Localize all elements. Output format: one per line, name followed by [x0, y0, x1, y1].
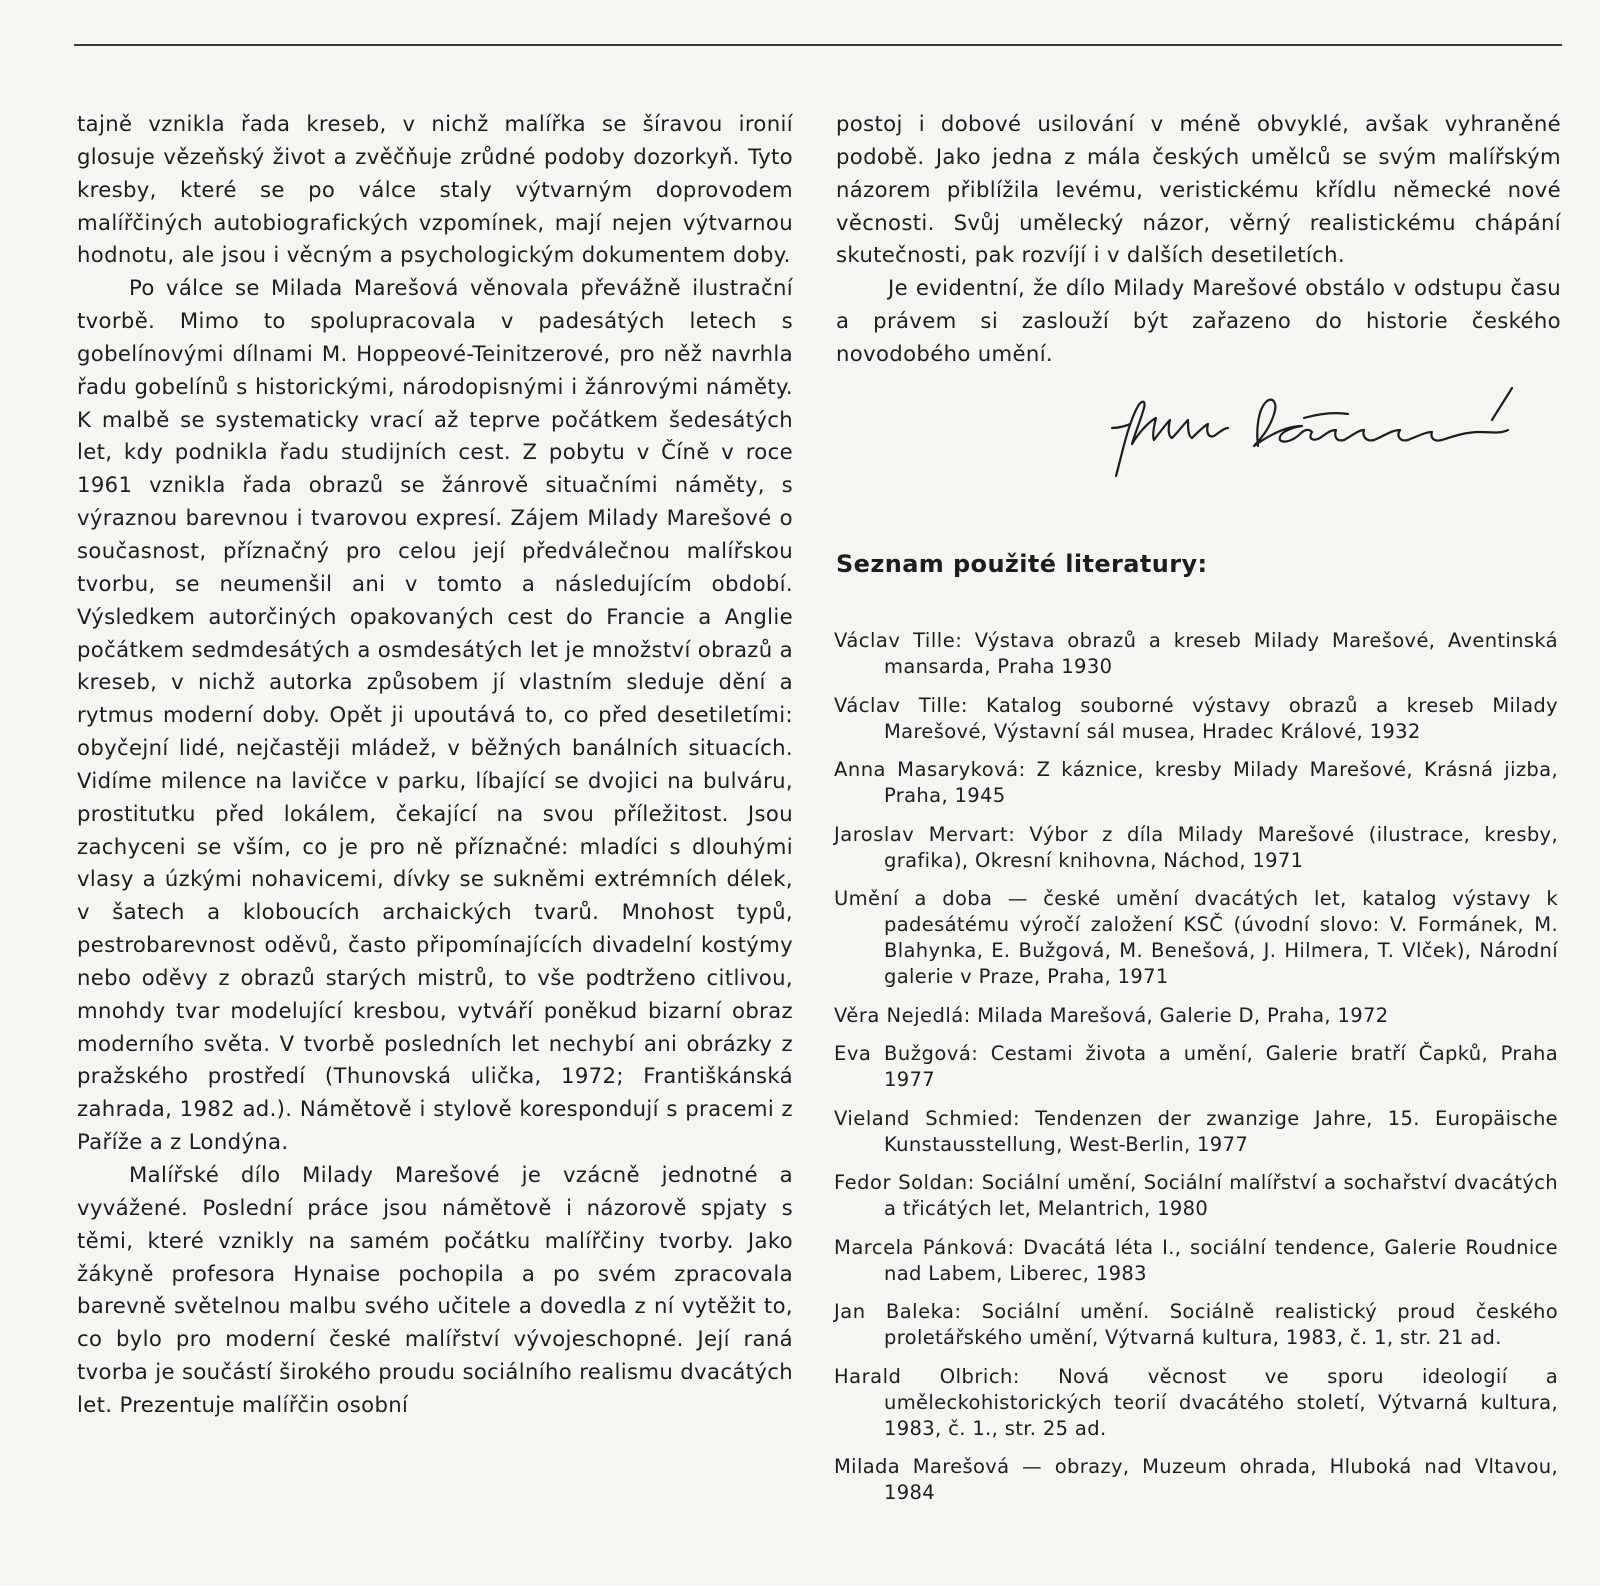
list-item: Jaroslav Mervart: Výbor z díla Milady Marešové (ilustrace, kresby, grafika), Okresní knihovna, Náchod, 1971	[834, 822, 1558, 872]
list-item: Václav Tille: Výstava obrazů a kreseb Milady Marešové, Aventinská mansarda, Praha 1930	[834, 629, 1558, 678]
ref-author: Jaroslav Mervart	[834, 822, 1009, 846]
list-item: Eva Bužgová: Cestami života a umění, Galerie bratří Čapků, Praha 1977	[834, 1042, 1559, 1091]
ref-text: Katalog souborné výstavy obrazů a kreseb Milady Marešové, Výstavní sál musea, Hradec Králové, 1932	[884, 693, 1558, 743]
list-item: Marcela Pánková: Dvacátá léta I., sociální tendence, Galerie Roudnice nad Labem, Liberec, 1983	[834, 1235, 1559, 1285]
ref-text: Z káznice, kresby Milady Marešové, Krásná jizba, Praha, 1945	[884, 758, 1558, 807]
ref-author: Harald Olbrich	[834, 1364, 1013, 1388]
list-item: Jan Baleka: Sociální umění. Sociálně realistický proud českého proletářského umění, Výtvarná kultura, 1983, č. 1, str. 21 ad.	[834, 1300, 1558, 1349]
list-item: Václav Tille: Katalog souborné výstavy obrazů a kreseb Milady Marešové, Výstavní sál musea, Hradec Králové, 1932	[834, 693, 1558, 743]
ref-author: Marcela Pánková	[834, 1235, 1008, 1259]
right-text-column	[836, 108, 1561, 371]
bibliography-list	[834, 628, 1558, 1519]
ref-text: Tendenzen der zwanzige Jahre, 15. Europäische Kunstausstellung, West-Berlin, 1977	[884, 1106, 1559, 1156]
ref-text: Výstava obrazů a kreseb Milady Marešové, Aventinská mansarda, Praha 1930	[884, 629, 1558, 678]
list-item: Fedor Soldan: Sociální umění, Sociální malířství a sochařství dvacátých a třicátých let, Melantrich, 1980	[834, 1171, 1558, 1220]
list-item: Vieland Schmied: Tendenzen der zwanzige Jahre, 15. Europäische Kunstausstellung, West-Berlin, 1977	[834, 1106, 1559, 1156]
paragraph: Po válce se Milada Marešová věnovala převážně ilustrační tvorbě. Mimo to spolupracovala v padesátých letech s gobelínovými dílnami M. Hoppeové-Teinitzerové, pro něž navrhla řadu gobelínů s historickými, národopisnými i žánrovými náměty. K malbě se systematicky vrací až teprve počátkem šedesátých let, kdy podnikla řadu studijních cest. Z pobytu v Číně v roce 1961 vznikla řada obrazů se žánrově situačními náměty, s výraznou barevnou i tvarovou expresí. Zájem Milady Marešové o současnost, příznačný pro celou její předválečnou malířskou tvorbu, se neumenšil ani v tomto a následujícím období. Výsledkem autorčiných opakovaných cest do Francie a Anglie počátkem sedmdesátých a osmdesátých let je množství obrazů a kreseb, v nichž autorka způsobem jí vlastním sleduje dění a rytmus moderní doby. Opět ji upoutává to, co před desetiletími: obyčejní lidé, nejčastěji mládež, v běžných banálních situacích. Vidíme milence na lavičce v parku, líbající se dvojici na bulváru, prostitutku před lokálem, čekající na svou příležitost. Jsou zachyceni se vším, co je pro ně příznačné: mladíci s dlouhými vlasy a úzkými nohavicemi, dívky se sukněmi extrémních délek, v šatech a kloboucích archaických tvarů. Mnohost typů, pestrobarevnost oděvů, často připomínajících divadelní kostýmy nebo oděvy z obrazů starých mistrů, to vše podtrženo citlivou, mnohdy tvar modelující kresbou, vytváří poněkud bizarní obraz moderního světa. V tvorbě posledních let nechybí ani obrázky z pražského prostředí (Thunovská ulička, 1972; Františkánská zahrada, 1982 ad.). Námětově i stylově korespondují s pracemi z Paříže a z Londýna.	[77, 275, 793, 1155]
paragraph: postoj i dobové usilování v méně obvyklé, avšak vyhraněné podobě. Jako jedna z mála českých umělců se svým malířským názorem přiblížila levému, veristickému křídlu německé nové věcnosti. Svůj umělecký názor, věrný realistickému chápání skutečnosti, pak rozvíjí i v dalších desetiletích.	[836, 111, 1561, 268]
ref-text: Výbor z díla Milady Marešové (ilustrace, kresby, grafika), Okresní knihovna, Náchod, 1971	[884, 822, 1558, 872]
ref-author: Václav Tille	[834, 629, 956, 652]
handwritten-signature	[1108, 384, 1558, 484]
ref-text: Umění a doba — české umění dvacátých let, katalog výstavy k padesátému výročí založení KSČ (úvodní slovo: V. Formánek, M. Blahynka, E. Bužgová, M. Benešová, J. Hilmera, T. Vlček), Národní galerie v Praze, Praha, 1971	[834, 887, 1558, 988]
ref-author: Eva Bužgová	[834, 1042, 972, 1065]
paragraph: Je evidentní, že dílo Milady Marešové obstálo v odstupu času a právem si zaslouží být zařazeno do historie českého novodobého umění.	[836, 275, 1561, 366]
list-item: Věra Nejedlá: Milada Marešová, Galerie D, Praha, 1972	[834, 1003, 1389, 1027]
ref-author: Fedor Soldan	[834, 1171, 968, 1194]
ref-author: Vieland Schmied	[834, 1106, 1013, 1130]
ref-text: Dvacátá léta I., sociální tendence, Galerie Roudnice nad Labem, Liberec, 1983	[884, 1235, 1559, 1285]
ref-text: Sociální umění, Sociální malířství a sochařství dvacátých a třicátých let, Melantrich, 1980	[884, 1171, 1558, 1220]
ref-text: Milada Marešová — obrazy, Muzeum ohrada, Hluboká nad Vltavou, 1984	[834, 1455, 1558, 1504]
list-item: Anna Masaryková: Z káznice, kresby Milady Marešové, Krásná jizba, Praha, 1945	[834, 758, 1558, 807]
ref-text: Cestami života a umění, Galerie bratří Čapků, Praha 1977	[884, 1042, 1559, 1091]
list-item	[834, 886, 1558, 990]
list-item: Harald Olbrich: Nová věcnost ve sporu ideologií a uměleckohistorických teorií dvacátého století, Výtvarná kultura, 1983, č. 1., str. 25 ad.	[834, 1364, 1558, 1440]
ref-text: Sociální umění. Sociálně realistický proud českého proletářského umění, Výtvarná kultura, 1983, č. 1, str. 21 ad.	[884, 1300, 1558, 1349]
ref-author: Věra Nejedlá	[834, 1003, 964, 1027]
ref-text: Milada Marešová, Galerie D, Praha, 1972	[977, 1003, 1389, 1027]
ref-author: Anna Masaryková	[834, 758, 1019, 781]
bibliography-heading: Seznam použité literatury:	[836, 550, 1208, 578]
ref-author: Václav Tille	[834, 693, 961, 717]
paragraph: Malířské dílo Milady Marešové je vzácně jednotné a vyvážené. Poslední práce jsou námětově i názorově spjaty s těmi, které vznikly na samém počátku malířčiny tvorby. Jako žákyně profesora Hynaise pochopila a po svém zpracovala barevně světelnou malbu svého učitele a dovedla z ní vytěžit to, co bylo pro moderní české malířství vývojeschopné. Její raná tvorba je součástí širokého proudu sociálního realismu dvacátých let. Prezentuje malířčin osobní	[77, 1162, 793, 1417]
list-item	[834, 1454, 1558, 1506]
left-text-column	[77, 108, 793, 1422]
ref-author: Jan Baleka	[834, 1300, 955, 1323]
top-rule	[74, 44, 1562, 46]
paragraph: tajně vznikla řada kreseb, v nichž malířka se šíravou ironií glosuje vězeňský život a zvěčňuje zrůdné podoby dozorkyň. Tyto kresby, které se po válce staly výtvarným doprovodem malířčiných autobiografických vzpomínek, mají nejen výtvarnou hodnotu, ale jsou i věcným a psychologickým dokumentem doby.	[77, 111, 793, 268]
ref-text: Nová věcnost ve sporu ideologií a uměleckohistorických teorií dvacátého století, Výtvarná kultura, 1983, č. 1., str. 25 ad.	[884, 1364, 1558, 1440]
